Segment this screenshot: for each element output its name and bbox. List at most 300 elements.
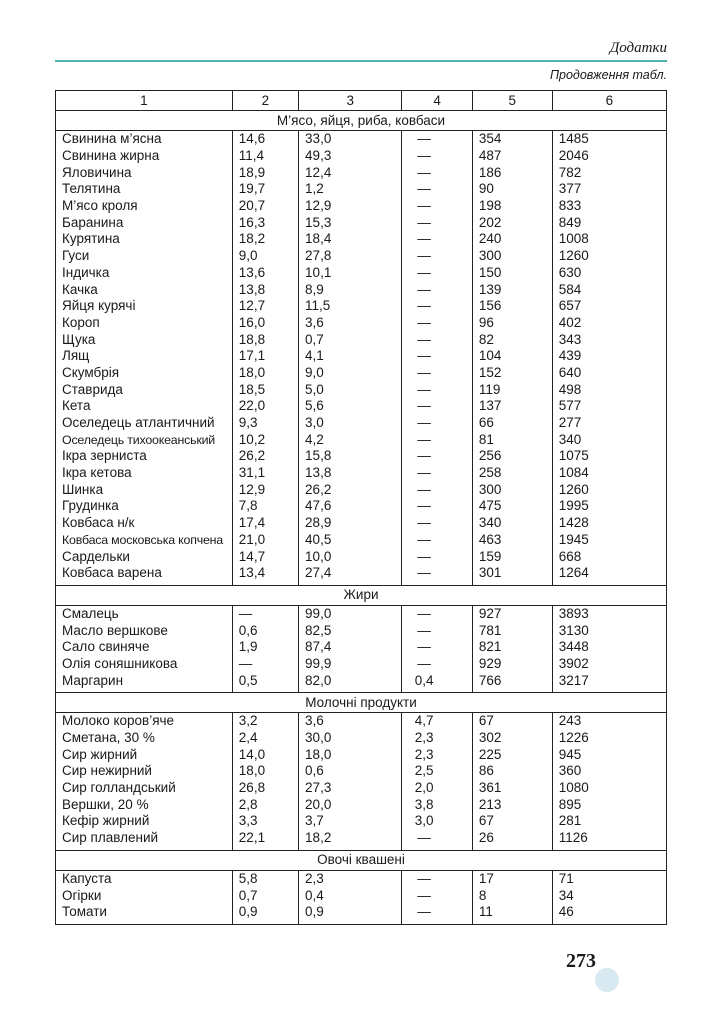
- table-row: [56, 870, 667, 887]
- table-row: [56, 181, 667, 198]
- table-cell-col-2: 0,5: [232, 672, 298, 689]
- table-cell-col-5: 67: [472, 813, 552, 830]
- table-cell-col-6: 668: [552, 548, 666, 565]
- table-cell-col-3: 15,8: [299, 448, 402, 465]
- table-cell-col-1: Свинина жирна: [56, 148, 233, 165]
- table-cell-col-4: —: [402, 198, 472, 215]
- table-cell-col-2: 1,9: [232, 639, 298, 656]
- table-cell-col-1: Смалець: [56, 605, 233, 622]
- table-cell-col-4: 4,7: [402, 713, 472, 730]
- table-row: [56, 515, 667, 532]
- table-cell-col-2: 3,2: [232, 713, 298, 730]
- table-cell-col-4: —: [402, 415, 472, 432]
- table-cell-col-4: —: [402, 448, 472, 465]
- table-cell-col-6: 498: [552, 381, 666, 398]
- table-row: [56, 315, 667, 332]
- table-section: [56, 693, 667, 851]
- table-cell-col-6: 584: [552, 281, 666, 298]
- page-badge: [595, 968, 619, 992]
- table-cell-col-5: 186: [472, 164, 552, 181]
- table-row: [56, 763, 667, 780]
- table-cell-col-5: 300: [472, 481, 552, 498]
- table-cell-col-2: 12,9: [232, 481, 298, 498]
- table-cell-col-5: 302: [472, 730, 552, 747]
- table-cell-col-6: 945: [552, 746, 666, 763]
- section-header-row: [56, 585, 667, 605]
- table-row: [56, 796, 667, 813]
- table-row: [56, 887, 667, 904]
- table-cell-col-2: 17,4: [232, 515, 298, 532]
- table-cell-col-3: 15,3: [299, 214, 402, 231]
- table-cell-col-4: —: [402, 348, 472, 365]
- table-cell-col-2: 2,4: [232, 730, 298, 747]
- table-cell-col-2: 16,3: [232, 214, 298, 231]
- table-cell-col-2: 13,8: [232, 281, 298, 298]
- table-cell-col-1: Баранина: [56, 214, 233, 231]
- section-spacer-row: [56, 921, 667, 925]
- section-title-cell: Молочні продукти: [56, 693, 667, 713]
- table-cell-col-6: 281: [552, 813, 666, 830]
- table-cell-col-3: 47,6: [299, 498, 402, 515]
- table-cell-col-5: 202: [472, 214, 552, 231]
- table-cell-col-1: Ковбаса варена: [56, 565, 233, 582]
- table-cell-col-4: —: [402, 381, 472, 398]
- table-cell-col-6: 46: [552, 904, 666, 921]
- table-cell-col-6: 640: [552, 365, 666, 382]
- table-cell-col-1: Сир голландський: [56, 780, 233, 797]
- table-cell-col-6: 1126: [552, 830, 666, 847]
- table-cell-col-4: —: [402, 148, 472, 165]
- table-cell-col-5: 487: [472, 148, 552, 165]
- table-cell-col-5: 81: [472, 431, 552, 448]
- table-cell-col-6: 377: [552, 181, 666, 198]
- table-continuation-note: Продовження табл.: [549, 68, 667, 82]
- table-cell-col-2: 14,0: [232, 746, 298, 763]
- table-cell-col-1: Оселедець тихоокеанський: [56, 431, 233, 448]
- table-cell-col-3: 18,2: [299, 830, 402, 847]
- table-cell-col-5: 781: [472, 622, 552, 639]
- table-cell-col-3: 27,3: [299, 780, 402, 797]
- spacer-cell: [402, 921, 472, 925]
- table-row: [56, 198, 667, 215]
- table-cell-col-2: 13,4: [232, 565, 298, 582]
- table-cell-col-5: 340: [472, 515, 552, 532]
- table-row: [56, 622, 667, 639]
- table-cell-col-6: 340: [552, 431, 666, 448]
- table-cell-col-2: 14,6: [232, 131, 298, 148]
- table-cell-col-6: 402: [552, 315, 666, 332]
- table-cell-col-1: Молоко коров’яче: [56, 713, 233, 730]
- table-cell-col-4: 3,0: [402, 813, 472, 830]
- table-cell-col-5: 66: [472, 415, 552, 432]
- table-cell-col-4: —: [402, 265, 472, 282]
- section-header-row: [56, 850, 667, 870]
- table-cell-col-4: —: [402, 605, 472, 622]
- table-cell-col-1: Сир жирний: [56, 746, 233, 763]
- table-cell-col-3: 20,0: [299, 796, 402, 813]
- table-cell-col-2: 21,0: [232, 532, 298, 549]
- table-cell-col-6: 343: [552, 331, 666, 348]
- table-cell-col-6: 895: [552, 796, 666, 813]
- table-row: [56, 904, 667, 921]
- table-cell-col-5: 11: [472, 904, 552, 921]
- table-row: [56, 639, 667, 656]
- table-cell-col-4: —: [402, 281, 472, 298]
- table-cell-col-4: —: [402, 231, 472, 248]
- table-cell-col-3: 27,8: [299, 248, 402, 265]
- table-cell-col-1: Вершки, 20 %: [56, 796, 233, 813]
- table-cell-col-5: 198: [472, 198, 552, 215]
- table-cell-col-2: 18,5: [232, 381, 298, 398]
- table-cell-col-6: 243: [552, 713, 666, 730]
- table-row: [56, 381, 667, 398]
- table-row: [56, 214, 667, 231]
- section-title: Додатки: [609, 40, 667, 56]
- page-number: 273: [566, 950, 596, 972]
- table-cell-col-6: 849: [552, 214, 666, 231]
- spacer-cell: [472, 921, 552, 925]
- table-cell-col-6: 439: [552, 348, 666, 365]
- table-cell-col-4: 2,3: [402, 746, 472, 763]
- section-title-cell: Овочі квашені: [56, 850, 667, 870]
- table-cell-col-6: 1226: [552, 730, 666, 747]
- table-cell-col-2: 17,1: [232, 348, 298, 365]
- table-cell-col-5: 137: [472, 398, 552, 415]
- table-cell-col-5: 256: [472, 448, 552, 465]
- table-cell-col-6: 1995: [552, 498, 666, 515]
- table-cell-col-2: 18,0: [232, 763, 298, 780]
- table-cell-col-5: 90: [472, 181, 552, 198]
- table-cell-col-4: 2,0: [402, 780, 472, 797]
- table-cell-col-5: 150: [472, 265, 552, 282]
- table-cell-col-1: Індичка: [56, 265, 233, 282]
- table-cell-col-4: —: [402, 431, 472, 448]
- table-cell-col-1: Ікра зерниста: [56, 448, 233, 465]
- table-cell-col-6: 277: [552, 415, 666, 432]
- table-cell-col-6: 1260: [552, 248, 666, 265]
- table-cell-col-4: —: [402, 164, 472, 181]
- table-cell-col-2: 22,0: [232, 398, 298, 415]
- table-row: [56, 746, 667, 763]
- table-row: [56, 672, 667, 689]
- table-row: [56, 164, 667, 181]
- table-cell-col-2: 13,6: [232, 265, 298, 282]
- table-cell-col-3: 0,7: [299, 331, 402, 348]
- table-cell-col-4: 0,4: [402, 672, 472, 689]
- table-cell-col-3: 12,4: [299, 164, 402, 181]
- table-row: [56, 465, 667, 482]
- table-cell-col-4: —: [402, 639, 472, 656]
- table-cell-col-3: 99,0: [299, 605, 402, 622]
- table-cell-col-4: —: [402, 331, 472, 348]
- table-cell-col-5: 927: [472, 605, 552, 622]
- table-cell-col-5: 301: [472, 565, 552, 582]
- table-cell-col-3: 26,2: [299, 481, 402, 498]
- table-cell-col-4: —: [402, 532, 472, 549]
- table-row: [56, 348, 667, 365]
- table-cell-col-3: 3,6: [299, 315, 402, 332]
- table-cell-col-1: Ікра кетова: [56, 465, 233, 482]
- table-cell-col-4: —: [402, 181, 472, 198]
- table-cell-col-6: 1485: [552, 131, 666, 148]
- table-cell-col-3: 4,2: [299, 431, 402, 448]
- header-rule: [55, 60, 667, 62]
- table-cell-col-5: 96: [472, 315, 552, 332]
- table-cell-col-1: Яловичина: [56, 164, 233, 181]
- table-row: [56, 448, 667, 465]
- table-cell-col-5: 213: [472, 796, 552, 813]
- spacer-cell: [552, 921, 666, 925]
- table-cell-col-1: Короп: [56, 315, 233, 332]
- table-cell-col-6: 657: [552, 298, 666, 315]
- table-cell-col-1: Сир плавлений: [56, 830, 233, 847]
- table-row: [56, 265, 667, 282]
- table-cell-col-1: Грудинка: [56, 498, 233, 515]
- table-cell-col-3: 11,5: [299, 298, 402, 315]
- table-cell-col-3: 3,7: [299, 813, 402, 830]
- table-cell-col-1: Телятина: [56, 181, 233, 198]
- table-cell-col-5: 821: [472, 639, 552, 656]
- section-header-row: [56, 693, 667, 713]
- table-cell-col-2: 18,8: [232, 331, 298, 348]
- table-row: [56, 298, 667, 315]
- table-cell-col-4: —: [402, 830, 472, 847]
- table-cell-col-5: 104: [472, 348, 552, 365]
- table-cell-col-4: —: [402, 515, 472, 532]
- section-title-cell: М’ясо, яйця, риба, ковбаси: [56, 111, 667, 131]
- table-row: [56, 656, 667, 673]
- table-section: [56, 111, 667, 586]
- table-cell-col-3: 5,0: [299, 381, 402, 398]
- table-cell-col-4: —: [402, 622, 472, 639]
- table-cell-col-2: 31,1: [232, 465, 298, 482]
- table-row: [56, 830, 667, 847]
- table-cell-col-4: —: [402, 465, 472, 482]
- table-row: [56, 415, 667, 432]
- table-cell-col-5: 17: [472, 870, 552, 887]
- table-cell-col-3: 30,0: [299, 730, 402, 747]
- table-cell-col-1: Огірки: [56, 887, 233, 904]
- table-cell-col-5: 361: [472, 780, 552, 797]
- table-row: [56, 565, 667, 582]
- table-cell-col-1: Ковбаса московська копчена: [56, 532, 233, 549]
- table-cell-col-4: —: [402, 656, 472, 673]
- table-cell-col-1: Сардельки: [56, 548, 233, 565]
- table-cell-col-1: М’ясо кроля: [56, 198, 233, 215]
- table-cell-col-6: 1428: [552, 515, 666, 532]
- table-cell-col-4: —: [402, 481, 472, 498]
- table-cell-col-3: 4,1: [299, 348, 402, 365]
- table-cell-col-3: 49,3: [299, 148, 402, 165]
- table-cell-col-6: 1075: [552, 448, 666, 465]
- table-section: [56, 850, 667, 924]
- table-cell-col-6: 577: [552, 398, 666, 415]
- table-cell-col-5: 354: [472, 131, 552, 148]
- table-row: [56, 365, 667, 382]
- table-cell-col-5: 258: [472, 465, 552, 482]
- table-cell-col-4: —: [402, 870, 472, 887]
- table-cell-col-1: Курятина: [56, 231, 233, 248]
- table-cell-col-6: 833: [552, 198, 666, 215]
- table-cell-col-5: 159: [472, 548, 552, 565]
- table-cell-col-4: —: [402, 298, 472, 315]
- table-cell-col-2: 14,7: [232, 548, 298, 565]
- table-row: [56, 713, 667, 730]
- table-cell-col-5: 225: [472, 746, 552, 763]
- table-cell-col-2: 20,7: [232, 198, 298, 215]
- table-cell-col-6: 1080: [552, 780, 666, 797]
- table-cell-col-2: 3,3: [232, 813, 298, 830]
- table-cell-col-3: 33,0: [299, 131, 402, 148]
- section-title-cell: Жири: [56, 585, 667, 605]
- table-cell-col-2: 18,9: [232, 164, 298, 181]
- table-row: [56, 231, 667, 248]
- table-cell-col-4: —: [402, 315, 472, 332]
- table-cell-col-1: Кета: [56, 398, 233, 415]
- table-cell-col-4: 2,5: [402, 763, 472, 780]
- table-row: [56, 780, 667, 797]
- table-cell-col-4: —: [402, 904, 472, 921]
- column-header-4: 4: [402, 91, 472, 111]
- table-cell-col-6: 34: [552, 887, 666, 904]
- table-cell-col-3: 5,6: [299, 398, 402, 415]
- table-cell-col-6: 2046: [552, 148, 666, 165]
- table-row: [56, 730, 667, 747]
- table-cell-col-3: 8,9: [299, 281, 402, 298]
- table-cell-col-1: Ковбаса н/к: [56, 515, 233, 532]
- table-cell-col-1: Ставрида: [56, 381, 233, 398]
- table-cell-col-1: Маргарин: [56, 672, 233, 689]
- table-cell-col-5: 475: [472, 498, 552, 515]
- table-cell-col-2: 18,2: [232, 231, 298, 248]
- table-cell-col-5: 139: [472, 281, 552, 298]
- table-cell-col-5: 240: [472, 231, 552, 248]
- table-cell-col-4: —: [402, 887, 472, 904]
- spacer-cell: [56, 921, 233, 925]
- table-cell-col-1: Лящ: [56, 348, 233, 365]
- table-cell-col-3: 28,9: [299, 515, 402, 532]
- table-cell-col-1: Сир нежирний: [56, 763, 233, 780]
- table-cell-col-4: —: [402, 365, 472, 382]
- table-cell-col-6: 1945: [552, 532, 666, 549]
- table-cell-col-5: 152: [472, 365, 552, 382]
- table-cell-col-5: 766: [472, 672, 552, 689]
- table-cell-col-3: 1,2: [299, 181, 402, 198]
- table-cell-col-3: 3,6: [299, 713, 402, 730]
- table-cell-col-5: 929: [472, 656, 552, 673]
- table-cell-col-5: 67: [472, 713, 552, 730]
- table-cell-col-6: 1084: [552, 465, 666, 482]
- table-cell-col-3: 27,4: [299, 565, 402, 582]
- table-cell-col-3: 87,4: [299, 639, 402, 656]
- column-header-2: 2: [232, 91, 298, 111]
- table-cell-col-1: Яйця курячі: [56, 298, 233, 315]
- table-row: [56, 548, 667, 565]
- table-cell-col-1: Сало свиняче: [56, 639, 233, 656]
- spacer-cell: [299, 921, 402, 925]
- table-cell-col-2: 18,0: [232, 365, 298, 382]
- column-header-6: 6: [552, 91, 666, 111]
- table-cell-col-2: 26,2: [232, 448, 298, 465]
- table-cell-col-2: 0,9: [232, 904, 298, 921]
- table-cell-col-2: 26,8: [232, 780, 298, 797]
- table-cell-col-5: 8: [472, 887, 552, 904]
- table-cell-col-4: —: [402, 548, 472, 565]
- column-header-3: 3: [299, 91, 402, 111]
- table-cell-col-4: —: [402, 214, 472, 231]
- table-row: [56, 481, 667, 498]
- table-cell-col-4: —: [402, 398, 472, 415]
- table-cell-col-3: 40,5: [299, 532, 402, 549]
- table-cell-col-2: 9,3: [232, 415, 298, 432]
- table-cell-col-3: 99,9: [299, 656, 402, 673]
- table-cell-col-6: 1264: [552, 565, 666, 582]
- table-cell-col-1: Гуси: [56, 248, 233, 265]
- table-cell-col-6: 1260: [552, 481, 666, 498]
- table-cell-col-5: 86: [472, 763, 552, 780]
- table-cell-col-6: 3130: [552, 622, 666, 639]
- table-cell-col-1: Масло вершкове: [56, 622, 233, 639]
- table-cell-col-2: 19,7: [232, 181, 298, 198]
- table-cell-col-3: 12,9: [299, 198, 402, 215]
- table-cell-col-2: —: [232, 656, 298, 673]
- table-cell-col-2: —: [232, 605, 298, 622]
- table-cell-col-6: 3902: [552, 656, 666, 673]
- table-cell-col-3: 18,0: [299, 746, 402, 763]
- table-row: [56, 498, 667, 515]
- table-cell-col-1: Капуста: [56, 870, 233, 887]
- section-header-row: [56, 111, 667, 131]
- table-cell-col-4: —: [402, 248, 472, 265]
- table-section: [56, 585, 667, 692]
- table-cell-col-5: 156: [472, 298, 552, 315]
- table-cell-col-3: 82,0: [299, 672, 402, 689]
- table-row: [56, 532, 667, 549]
- table-cell-col-3: 3,0: [299, 415, 402, 432]
- table-cell-col-3: 13,8: [299, 465, 402, 482]
- table-cell-col-2: 11,4: [232, 148, 298, 165]
- table-row: [56, 248, 667, 265]
- table-cell-col-6: 3448: [552, 639, 666, 656]
- table-cell-col-1: Свинина м’ясна: [56, 131, 233, 148]
- table-cell-col-2: 12,7: [232, 298, 298, 315]
- table-cell-col-5: 26: [472, 830, 552, 847]
- table-row: [56, 331, 667, 348]
- table-cell-col-3: 10,1: [299, 265, 402, 282]
- table-cell-col-1: Щука: [56, 331, 233, 348]
- table-cell-col-2: 9,0: [232, 248, 298, 265]
- table-cell-col-1: Кефір жирний: [56, 813, 233, 830]
- table-cell-col-5: 119: [472, 381, 552, 398]
- table-cell-col-2: 5,8: [232, 870, 298, 887]
- table-cell-col-4: —: [402, 565, 472, 582]
- table-cell-col-2: 0,7: [232, 887, 298, 904]
- table-cell-col-3: 18,4: [299, 231, 402, 248]
- table-cell-col-2: 7,8: [232, 498, 298, 515]
- spacer-cell: [232, 921, 298, 925]
- table-cell-col-2: 2,8: [232, 796, 298, 813]
- table-cell-col-6: 782: [552, 164, 666, 181]
- table-row: [56, 431, 667, 448]
- table-cell-col-4: —: [402, 131, 472, 148]
- table-cell-col-4: 2,3: [402, 730, 472, 747]
- table-cell-col-6: 1008: [552, 231, 666, 248]
- table-cell-col-1: Шинка: [56, 481, 233, 498]
- table-cell-col-1: Оселедець атлантичний: [56, 415, 233, 432]
- table-cell-col-6: 3217: [552, 672, 666, 689]
- table-cell-col-3: 82,5: [299, 622, 402, 639]
- table-cell-col-4: —: [402, 498, 472, 515]
